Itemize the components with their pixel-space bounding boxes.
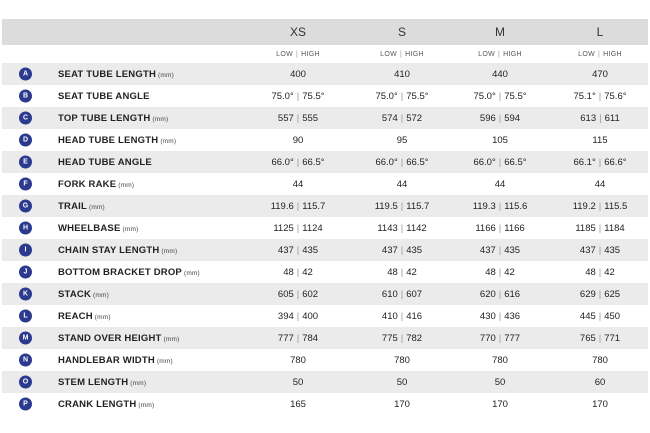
table-row <box>2 393 648 415</box>
cell-value: 775 | 782 <box>381 332 423 344</box>
row-unit: (mm) <box>156 357 173 365</box>
row-label: REACH (mm) <box>58 310 111 322</box>
cell-value: 610 | 607 <box>381 288 423 300</box>
row-unit: (mm) <box>118 181 135 189</box>
table-row <box>2 349 648 371</box>
table-row <box>2 129 648 151</box>
cell-value: 48 | 42 <box>283 266 313 278</box>
cell-value: 50 <box>396 376 408 388</box>
cell-value: 394 | 400 <box>277 310 319 322</box>
row-unit: (mm) <box>93 291 109 299</box>
row-letter-badge: M <box>19 332 32 345</box>
cell-value: 765 | 771 <box>579 332 621 344</box>
table-row <box>2 107 648 129</box>
cell-value: 777 | 784 <box>277 332 319 344</box>
cell-value: 170 <box>592 398 608 410</box>
size-header-xs: XS <box>289 25 306 39</box>
row-unit: (mm) <box>183 269 200 277</box>
row-label: CHAIN STAY LENGTH (mm) <box>58 244 178 256</box>
cell-value: 596 | 594 <box>479 112 521 124</box>
cell-value: 470 <box>592 68 608 80</box>
table-row <box>2 151 648 173</box>
cell-value: 629 | 625 <box>579 288 621 300</box>
cell-value: 780 <box>492 354 508 366</box>
cell-value: 410 <box>394 68 410 80</box>
table-row <box>2 63 648 85</box>
row-label: TRAIL (mm) <box>58 200 105 212</box>
row-label: WHEELBASE (mm) <box>58 222 139 234</box>
row-letter-badge: P <box>19 398 32 411</box>
row-letter-badge: I <box>19 244 32 257</box>
cell-value: 780 <box>394 354 410 366</box>
row-letter-badge: O <box>19 376 32 389</box>
size-header-s: S <box>397 25 406 39</box>
cell-value: 437 | 435 <box>479 244 521 256</box>
low-high-label: LOW | HIGH <box>478 50 522 58</box>
cell-value: 48 | 42 <box>585 266 615 278</box>
table-row <box>2 239 648 261</box>
cell-value: 437 | 435 <box>579 244 621 256</box>
table-row <box>2 195 648 217</box>
cell-value: 48 | 42 <box>387 266 417 278</box>
cell-value: 75.0° | 75.5° <box>375 90 429 102</box>
cell-value: 75.0° | 75.5° <box>271 90 325 102</box>
row-label: TOP TUBE LENGTH (mm) <box>58 112 169 124</box>
cell-value: 445 | 450 <box>579 310 621 322</box>
row-unit: (mm) <box>138 401 155 409</box>
cell-value: 613 | 611 <box>580 112 620 124</box>
cell-value: 50 <box>494 376 506 388</box>
cell-value: 44 <box>494 178 506 190</box>
row-letter-badge: N <box>19 354 32 367</box>
cell-value: 170 <box>492 398 508 410</box>
row-letter-badge: G <box>19 200 32 213</box>
low-high-label: LOW | HIGH <box>276 50 320 58</box>
row-label: CRANK LENGTH (mm) <box>58 398 155 410</box>
row-letter-badge: C <box>19 112 32 125</box>
row-letter-badge: K <box>19 288 32 301</box>
cell-value: 66.0° | 66.5° <box>375 156 429 168</box>
table-row <box>2 85 648 107</box>
table-row <box>2 173 648 195</box>
cell-value: 66.0° | 66.5° <box>271 156 325 168</box>
cell-value: 119.5 | 115.7 <box>374 200 430 212</box>
cell-value: 165 <box>290 398 306 410</box>
cell-value: 44 <box>396 178 408 190</box>
row-letter-badge: F <box>19 178 32 191</box>
row-label: SEAT TUBE ANGLE <box>58 90 150 102</box>
row-label: STEM LENGTH (mm) <box>58 376 147 388</box>
row-unit: (mm) <box>158 71 174 79</box>
cell-value: 75.0° | 75.5° <box>473 90 527 102</box>
cell-value: 50 <box>292 376 304 388</box>
table-row <box>2 217 648 239</box>
row-label: STACK (mm) <box>58 288 109 300</box>
cell-value: 115 <box>592 134 608 146</box>
row-label: HEAD TUBE LENGTH (mm) <box>58 134 177 146</box>
cell-value: 1185 | 1184 <box>575 222 625 234</box>
row-label: SEAT TUBE LENGTH (mm) <box>58 68 174 80</box>
cell-value: 66.1° | 66.6° <box>573 156 627 168</box>
cell-value: 1143 | 1142 <box>377 222 427 234</box>
cell-value: 105 <box>492 134 508 146</box>
size-header-m: M <box>495 25 505 39</box>
row-unit: (mm) <box>122 225 139 233</box>
row-letter-badge: L <box>19 310 32 323</box>
cell-value: 605 | 602 <box>277 288 319 300</box>
row-label: FORK RAKE (mm) <box>58 178 135 190</box>
cell-value: 170 <box>394 398 410 410</box>
low-high-row <box>2 45 648 63</box>
row-unit: (mm) <box>152 115 169 123</box>
size-header-l: L <box>596 25 604 39</box>
cell-value: 75.1° | 75.6° <box>573 90 627 102</box>
row-letter-badge: A <box>19 68 32 81</box>
cell-value: 437 | 435 <box>381 244 423 256</box>
cell-value: 400 <box>290 68 306 80</box>
cell-value: 119.6 | 115.7 <box>270 200 326 212</box>
row-unit: (mm) <box>88 203 105 211</box>
row-label: BOTTOM BRACKET DROP (mm) <box>58 266 200 278</box>
table-row <box>2 371 648 393</box>
cell-value: 44 <box>594 178 606 190</box>
geometry-rows <box>2 63 648 415</box>
cell-value: 66.0° | 66.5° <box>473 156 527 168</box>
table-row <box>2 305 648 327</box>
row-letter-badge: E <box>19 156 32 169</box>
cell-value: 557 | 555 <box>277 112 319 124</box>
cell-value: 119.3 | 115.6 <box>472 200 528 212</box>
cell-value: 1125 | 1124 <box>273 222 323 234</box>
row-letter-badge: J <box>19 266 32 279</box>
cell-value: 770 | 777 <box>479 332 521 344</box>
row-unit: (mm) <box>160 137 177 145</box>
cell-value: 437 | 435 <box>277 244 319 256</box>
cell-value: 48 | 42 <box>485 266 515 278</box>
cell-value: 119.2 | 115.5 <box>572 200 628 212</box>
low-high-label: LOW | HIGH <box>380 50 424 58</box>
row-label: STAND OVER HEIGHT (mm) <box>58 332 180 344</box>
low-high-label: LOW | HIGH <box>578 50 622 58</box>
size-header-row <box>2 19 648 45</box>
cell-value: 574 | 572 <box>381 112 423 124</box>
cell-value: 620 | 616 <box>479 288 521 300</box>
row-letter-badge: B <box>19 90 32 103</box>
cell-value: 44 <box>292 178 304 190</box>
table-row <box>2 327 648 349</box>
geometry-table <box>2 19 648 415</box>
cell-value: 60 <box>594 376 606 388</box>
cell-value: 780 <box>290 354 306 366</box>
cell-value: 430 | 436 <box>479 310 521 322</box>
cell-value: 1166 | 1166 <box>475 222 525 234</box>
row-label: HEAD TUBE ANGLE <box>58 156 152 168</box>
row-letter-badge: H <box>19 222 32 235</box>
cell-value: 95 <box>396 134 408 146</box>
cell-value: 780 <box>592 354 608 366</box>
row-label: HANDLEBAR WIDTH (mm) <box>58 354 173 366</box>
table-row <box>2 283 648 305</box>
row-unit: (mm) <box>161 247 178 255</box>
table-row <box>2 261 648 283</box>
row-unit: (mm) <box>163 335 180 343</box>
cell-value: 440 <box>492 68 508 80</box>
row-unit: (mm) <box>94 313 111 321</box>
cell-value: 410 | 416 <box>381 310 423 322</box>
row-unit: (mm) <box>130 379 147 387</box>
row-letter-badge: D <box>19 134 32 147</box>
cell-value: 90 <box>292 134 304 146</box>
